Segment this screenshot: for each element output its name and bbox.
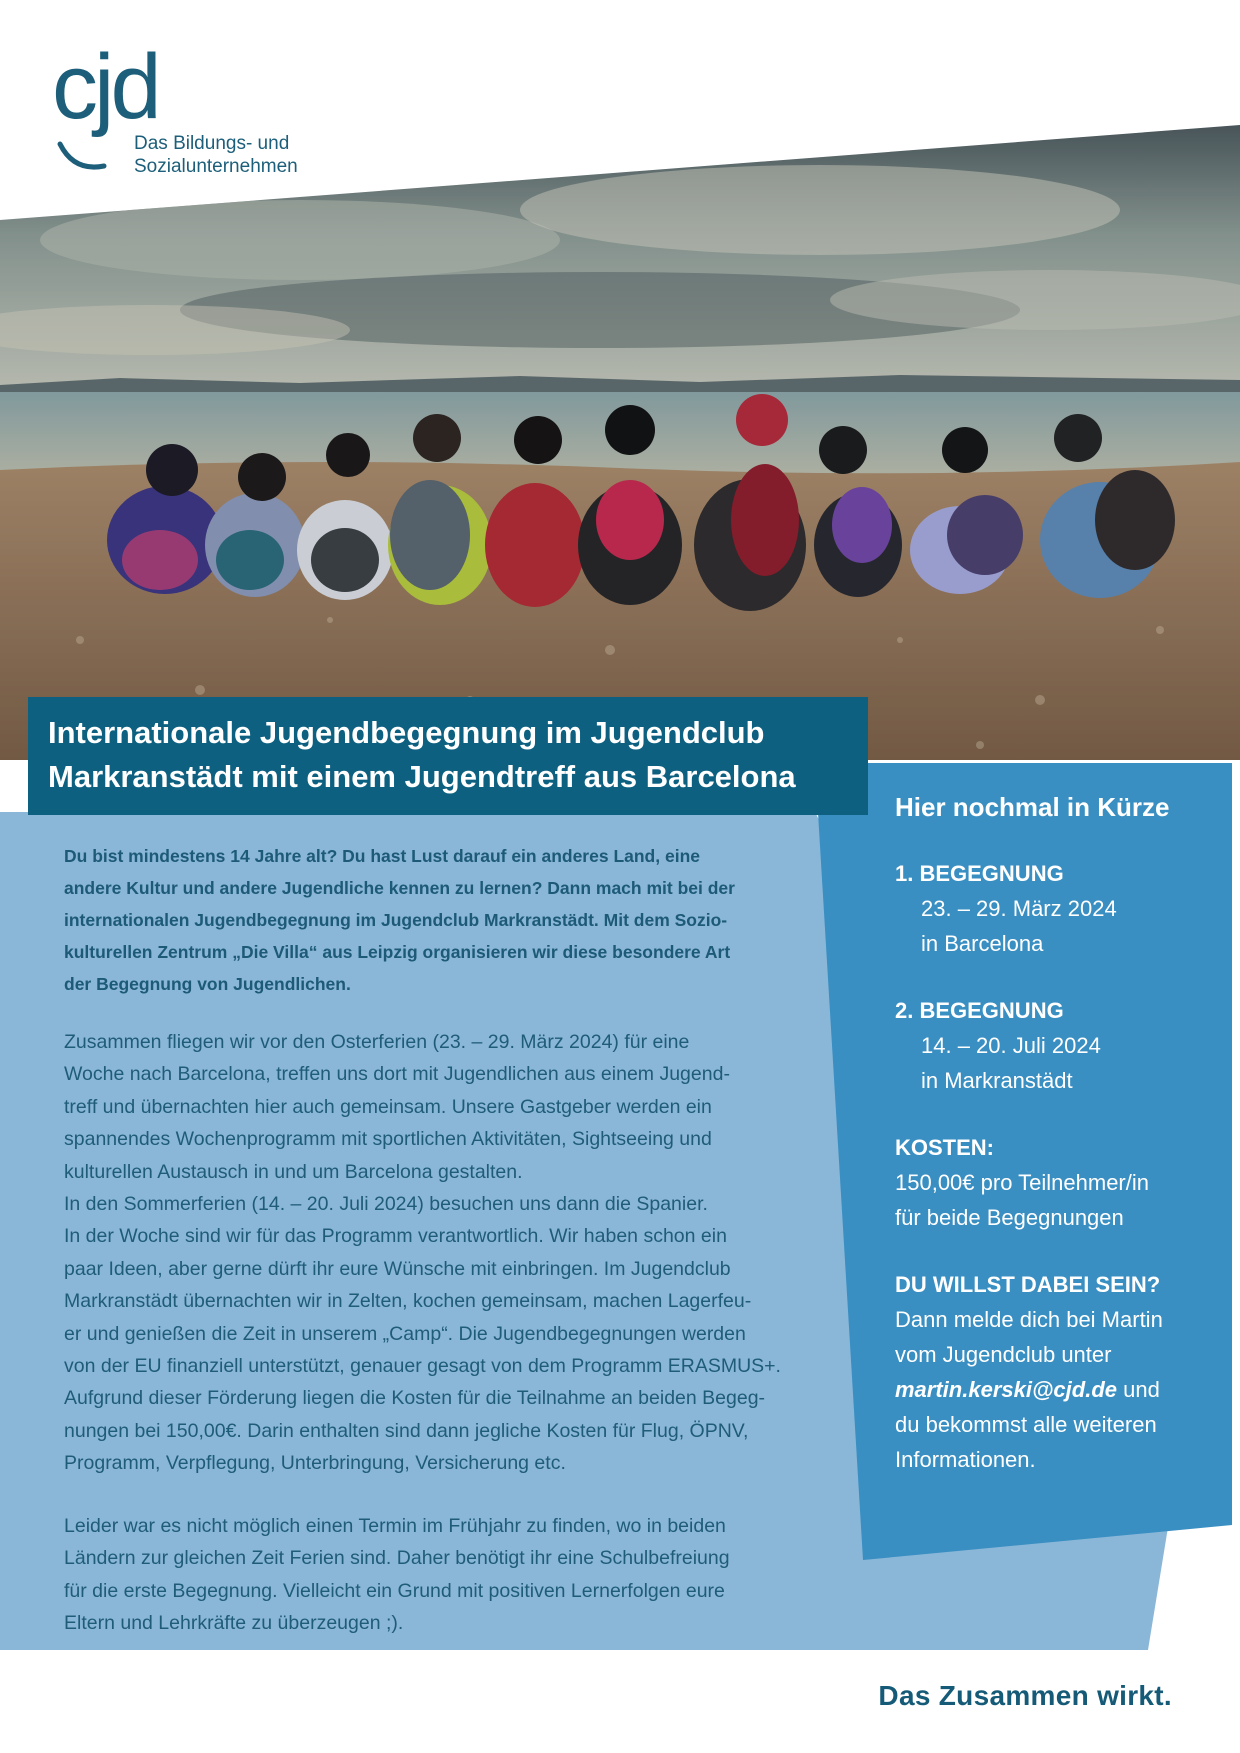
intro-paragraph: Du bist mindestens 14 Jahre alt? Du hast Lust darauf ein anderes Land, eine andere Kultur und andere Jugendliche kennen zu lernen? Dann mach mit bei der internationalen Jugendbegegnung im Jugendclub Markranstädt. Mit dem Sozio- kulturellen Zentrum „Die Villa“ aus Leipzig organisieren wir diese besondere Art der Begegnung von Jugendlichen. [64, 846, 735, 994]
costs [895, 1130, 1225, 1235]
costs-note: für beide Begegnungen [895, 1205, 1124, 1230]
meeting-2-dates: 14. – 20. Juli 2024 [921, 1033, 1101, 1058]
meeting-1-label: 1. BEGEGNUNG [895, 861, 1064, 886]
logo-subtitle: Das Bildungs- und Sozialunternehmen [134, 133, 298, 177]
svg-text:cjd: cjd [52, 40, 158, 138]
meeting-1-dates: 23. – 29. März 2024 [921, 896, 1117, 921]
contact-email-link[interactable]: martin.kerski@cjd.de [895, 1377, 1117, 1402]
meeting-2 [895, 993, 1225, 1098]
footer-tagline: Das Zusammen wirkt. [878, 1680, 1172, 1711]
page-title: Internationale Jugendbegegnung im Jugendclub Markranstädt mit einem Jugendtreff aus Barcelona [48, 715, 796, 794]
signup-label: DU WILLST DABEI SEIN? [895, 1272, 1161, 1297]
signup-line-5: Informationen. [895, 1447, 1036, 1472]
body-paragraph-1: Zusammen fliegen wir vor den Osterferien (23. – 29. März 2024) für eine Woche nach Barcelona, treffen uns dort mit Jugendlichen aus einem Jugend- treff und übernachten hier auch gemeinsam. Unsere Gastgeber werden ein spannendes Wochenprogramm mit sportlichen Aktivitäten, Sightseeing und kulturellen Austausch in und um Barcelona gestalten. In den Sommerferien (14. – 20. Juli 2024) besuchen uns dann die Spanier. In der Woche sind wir für das Programm verantwortlich. Wir haben schon ein paar Ideen, aber gerne dürft ihr eure Wünsche mit einbringen. Im Jugendclub Markranstädt übernachten wir in Zelten, kochen gemeinsam, machen Lagerfeu- er und genießen die Zeit in unserem „Camp“. Die Jugendbegegnungen werden von der EU finanziell unterstützt, genauer gesagt von dem Programm ERASMUS+. Aufgrund dieser Förderung liegen die Kosten für die Teilnahme an beiden Begeg- nungen bei 150,00€. Darin enthalten sind dann jegliche Kosten für Flug, ÖPNV, Programm, Verpflegung, Unterbringung, Versicherung etc. [64, 1031, 781, 1475]
signup-email-suffix: und [1117, 1377, 1160, 1402]
meeting-2-label: 2. BEGEGNUNG [895, 998, 1064, 1023]
meeting-1 [895, 856, 1225, 961]
signup-line-4: du bekommst alle weiteren [895, 1412, 1157, 1437]
meeting-1-place: in Barcelona [921, 931, 1044, 956]
summary-sidebar [895, 790, 1225, 1509]
meeting-2-place: in Markranstädt [921, 1068, 1073, 1093]
signup [895, 1267, 1225, 1477]
costs-amount: 150,00€ pro Teilnehmer/in [895, 1170, 1149, 1195]
signup-line-2: vom Jugendclub unter [895, 1342, 1112, 1367]
signup-email-line [895, 1372, 1225, 1407]
costs-label: KOSTEN: [895, 1135, 994, 1160]
cjd-logo [52, 40, 352, 190]
signup-line-1: Dann melde dich bei Martin [895, 1307, 1163, 1332]
body-paragraph-2: Leider war es nicht möglich einen Termin im Frühjahr zu finden, wo in beiden Ländern zur gleichen Zeit Ferien sind. Daher benötigt ihr eine Schulbefreiung für die erste Begegnung. Vielleicht ein Grund mit positiven Lernerfolgen eure Eltern und Lehrkräfte zu überzeugen ;). [64, 1514, 730, 1634]
title-banner [28, 697, 868, 815]
main-text [64, 840, 834, 1669]
summary-heading: Hier nochmal in Kürze [895, 792, 1170, 822]
